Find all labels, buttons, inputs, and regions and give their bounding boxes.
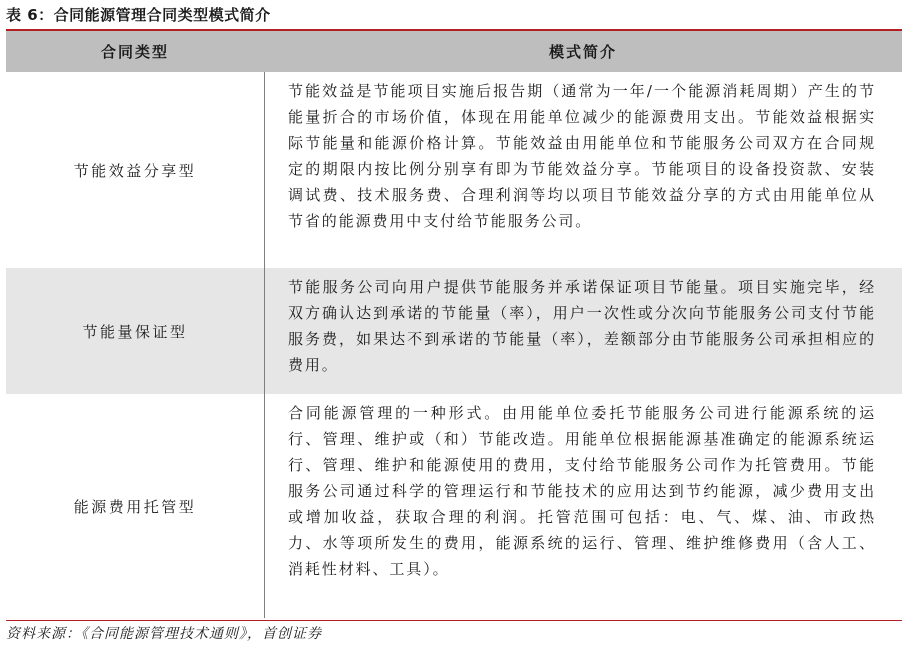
contract-type-cell: 节能效益分享型 <box>73 161 197 180</box>
contract-type-cell: 节能量保证型 <box>82 322 188 341</box>
bottom-rule <box>6 620 902 621</box>
header-contract-type: 合同类型 <box>100 43 169 61</box>
model-summary-cell: 节能效益是节能项目实施后报告期（通常为一年/一个能源消耗周期）产生的节能量折合的市场价值，体现在用能单位减少的能源费用支出。节能效益根据实际节能量和能源价格计算。节能效益由用能单位和节能服务公司双方在合同规定的期限内按比例分别享有即为节能效益分享。节能项目的设备投资款、安装调试费、技术服务费、合理利润等均以项目节能效益分享的方式由用能单位从节省的能源费用中支付给节能服务公司。 <box>288 82 876 230</box>
table-row <box>6 268 902 394</box>
column-divider <box>264 268 265 394</box>
model-summary-cell: 合同能源管理的一种形式。由用能单位委托节能服务公司进行能源系统的运行、管理、维护或（和）节能改造。用能单位根据能源基准确定的能源系统运行、管理、维护和能源使用的费用，支付给节能服务公司作为托管费用。节能服务公司通过科学的管理运行和节能技术的应用达到节约能源，减少费用支出或增加收益，获取合理的利润。托管范围可包括：电、气、煤、油、市政热力、水等项所发生的费用，能源系统的运行、管理、维护维修费用（含人工、消耗性材料、工具）。 <box>288 404 876 578</box>
table-header <box>6 31 902 72</box>
column-divider <box>264 394 265 618</box>
table-caption: 表 6：合同能源管理合同类型模式简介 <box>6 6 271 24</box>
table-row <box>6 72 902 268</box>
contract-type-cell: 能源费用托管型 <box>73 497 197 516</box>
table-row <box>6 394 902 618</box>
source-note: 资料来源：《合同能源管理技术通则》，首创证券 <box>6 626 322 642</box>
column-divider <box>264 72 265 268</box>
header-model-summary: 模式简介 <box>548 43 617 61</box>
model-summary-cell: 节能服务公司向用户提供节能服务并承诺保证项目节能量。项目实施完毕，经双方确认达到承诺的节能量（率），用户一次性或分次向节能服务公司支付节能服务费，如果达不到承诺的节能量（率），差额部分由节能服务公司承担相应的费用。 <box>288 278 876 374</box>
